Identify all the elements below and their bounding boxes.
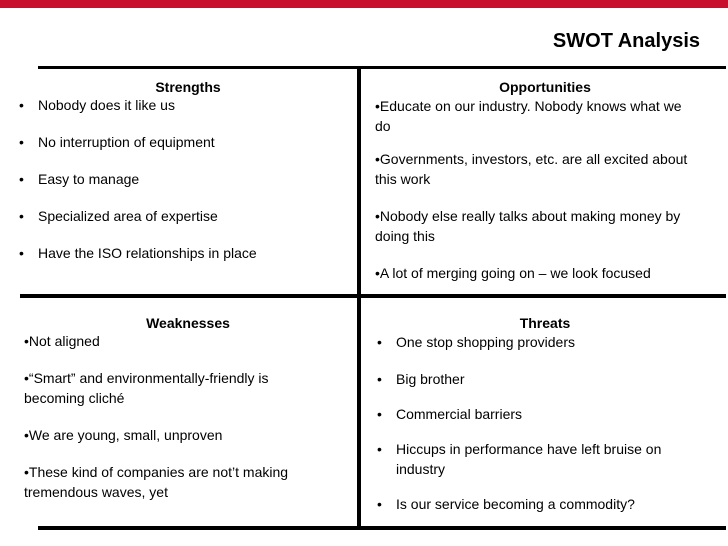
weaknesses-item-text: These kind of companies are not’t making tremendous waves, yet [24,464,289,500]
threats-item: • Hiccups in performance have left bruise on industry [377,439,695,479]
opportunities-item [375,206,690,246]
threats-heading: Threats [519,315,571,331]
opportunities-item-text: Educate on our industry. Nobody knows what we do [375,98,682,134]
threats-item: • One stop shopping providers [377,332,695,352]
bottom-divider [38,526,726,530]
threats-item: • Big brother [377,369,695,389]
weaknesses-item [24,462,324,502]
opportunities-list [375,96,690,283]
strengths-item: • No interruption of equipment [19,132,349,152]
threats-list [377,332,695,514]
opportunities-item [375,263,690,283]
opportunities-item [375,149,690,189]
weaknesses-item-text: Not aligned [28,333,100,349]
weaknesses-list [24,331,324,502]
threats-item: • Is our service becoming a commodity? [377,494,695,514]
strengths-item: • Have the ISO relationships in place [19,243,349,263]
strengths-heading: Strengths [155,79,221,95]
weaknesses-item-text: “Smart” and environmentally-friendly is becoming cliché [24,370,269,406]
opportunities-item-text: Governments, investors, etc. are all excited about this work [375,151,688,187]
weaknesses-item [24,368,324,408]
strengths-item: • Nobody does it like us [19,95,349,115]
strengths-item: • Specialized area of expertise [19,206,349,226]
page-title: SWOT Analysis [552,30,700,52]
strengths-list [19,95,349,263]
weaknesses-heading: Weaknesses [146,315,230,331]
threats-item: • Commercial barriers [377,404,695,424]
top-accent-bar [0,0,728,8]
middle-divider [20,294,726,298]
weaknesses-item [24,331,324,351]
top-divider [38,66,726,69]
opportunities-item-text: Nobody else really talks about making money by doing this [375,208,681,244]
weaknesses-item-text: We are young, small, unproven [28,427,223,443]
opportunities-item-text: A lot of merging going on – we look focused [379,265,651,281]
opportunities-heading: Opportunities [499,79,591,95]
weaknesses-item [24,425,324,445]
center-divider [357,66,361,529]
strengths-item: • Easy to manage [19,169,349,189]
opportunities-item [375,96,690,136]
